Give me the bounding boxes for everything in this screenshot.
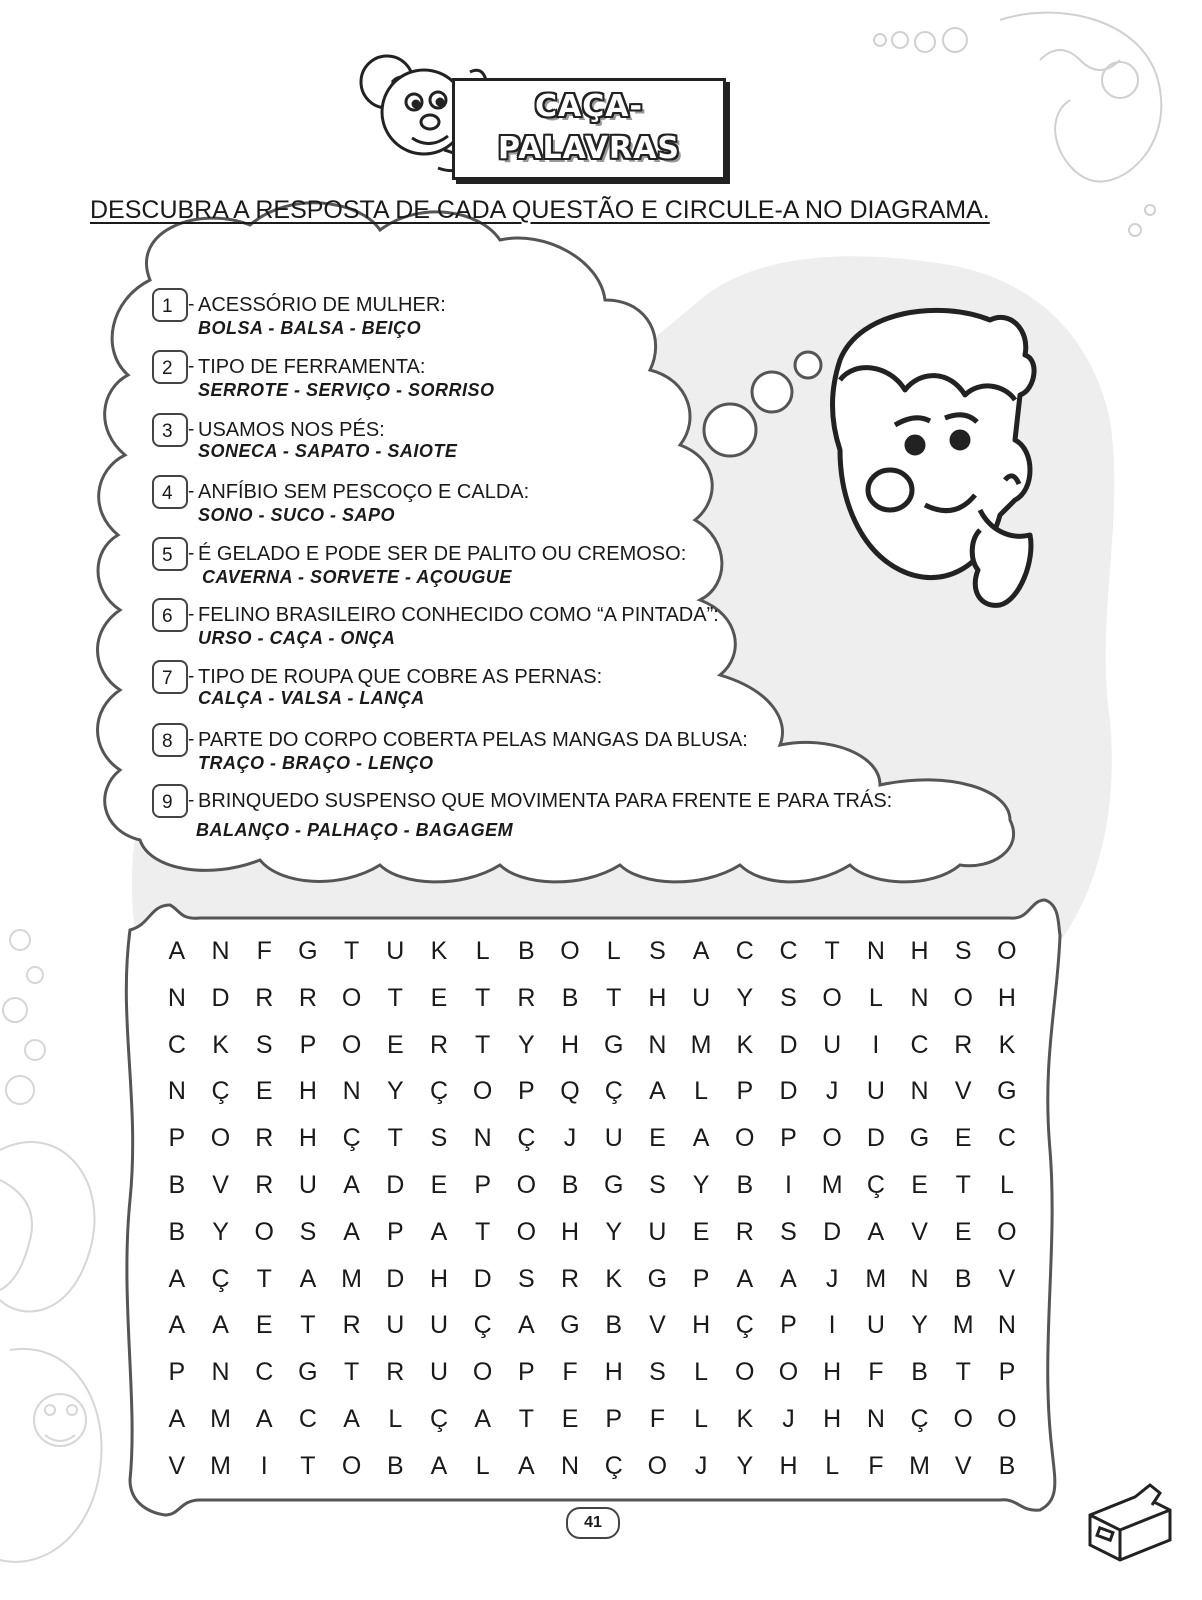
grid-letter[interactable]: P (998, 1358, 1016, 1387)
grid-letter[interactable]: E (954, 1217, 972, 1246)
grid-letter[interactable]: M (909, 1451, 930, 1480)
title-line-2: PALAVRAS (498, 131, 680, 166)
grid-letter[interactable]: A (168, 937, 186, 965)
grid-letter[interactable]: E (911, 1170, 928, 1199)
grid-letter[interactable]: I (784, 1170, 792, 1199)
grid-letter[interactable]: Ç (604, 1077, 623, 1106)
grid-letter[interactable]: D (823, 1217, 842, 1246)
grid-letter[interactable]: A (736, 1264, 754, 1293)
grid-letter[interactable]: K (212, 1030, 229, 1059)
grid-letter[interactable]: O (822, 983, 842, 1012)
question-options: BALANÇO - PALHAÇO - BAGAGEM (196, 820, 514, 840)
grid-letter[interactable]: T (300, 1451, 316, 1480)
grid-letter[interactable]: R (255, 983, 274, 1012)
grid-letter[interactable]: Ç (866, 1170, 885, 1199)
grid-letter[interactable]: G (647, 1264, 668, 1293)
grid-letter[interactable]: F (562, 1358, 578, 1387)
grid-letter[interactable]: Ç (342, 1124, 361, 1153)
grid-letter[interactable]: D (211, 983, 230, 1012)
page-number: 41 (566, 1507, 620, 1539)
grid-letter[interactable]: N (211, 1358, 230, 1387)
grid-letter[interactable]: L (999, 1170, 1014, 1199)
grid-letter[interactable]: H (779, 1451, 798, 1480)
printer-stamp-icon (1080, 1475, 1180, 1565)
question-number: 2 (152, 350, 188, 384)
grid-letter[interactable]: F (256, 937, 272, 965)
grid-letter[interactable]: J (694, 1451, 708, 1480)
grid-letter[interactable]: H (561, 1217, 580, 1246)
grid-letter[interactable]: E (430, 1170, 448, 1199)
grid-letter[interactable]: U (823, 1030, 842, 1059)
grid-letter[interactable]: E (692, 1217, 710, 1246)
grid-letter[interactable]: T (343, 937, 360, 965)
grid-letter[interactable]: L (475, 1451, 490, 1480)
grid-letter[interactable]: S (649, 1358, 666, 1387)
grid-letter[interactable]: P (518, 1358, 535, 1387)
grid-letter[interactable]: R (298, 983, 317, 1012)
grid-letter[interactable]: M (952, 1311, 974, 1340)
grid-letter[interactable]: J (782, 1404, 795, 1433)
grid-letter[interactable]: B (168, 1217, 186, 1246)
grid-letter[interactable]: V (954, 1077, 972, 1106)
grid-letter[interactable]: O (254, 1217, 274, 1246)
grid-letter[interactable]: Y (736, 983, 754, 1012)
grid-letter[interactable]: N (167, 1077, 186, 1106)
grid-letter[interactable]: P (518, 1077, 535, 1106)
grid-letter[interactable]: M (865, 1264, 887, 1293)
grid-letter[interactable]: U (386, 937, 405, 965)
title-line-1: CAÇA- (535, 89, 643, 124)
grid-letter[interactable]: C (167, 1030, 186, 1059)
grid-letter[interactable]: S (518, 1264, 535, 1293)
grid-letter[interactable]: F (649, 1404, 666, 1433)
grid-letter[interactable]: I (828, 1311, 836, 1340)
grid-letter[interactable]: G (997, 1077, 1017, 1106)
question-dash: - (188, 356, 195, 377)
grid-letter[interactable]: T (300, 1311, 316, 1340)
grid-letter[interactable]: P (299, 1030, 317, 1059)
question-dash: - (188, 294, 195, 315)
grid-letter[interactable]: F (868, 1358, 884, 1387)
question-text: PARTE DO CORPO COBERTA PELAS MANGAS DA BLUSA: (198, 729, 748, 751)
grid-letter[interactable]: N (866, 937, 885, 965)
grid-letter[interactable]: K (998, 1030, 1016, 1059)
grid-letter[interactable]: R (255, 1124, 274, 1153)
grid-letter[interactable]: E (430, 983, 448, 1012)
question-text: É GELADO E PODE SER DE PALITO OU CREMOSO: (198, 543, 687, 565)
grid-letter[interactable]: A (430, 1451, 448, 1480)
grid-letter[interactable]: Y (736, 1451, 754, 1480)
grid-letter[interactable]: Ç (735, 1311, 754, 1340)
grid-letter[interactable]: P (386, 1217, 404, 1246)
question-dash: - (188, 790, 195, 811)
grid-letter[interactable]: H (298, 1077, 317, 1106)
grid-letter[interactable]: B (518, 937, 535, 965)
question-dash: - (188, 729, 195, 750)
question-dash: - (188, 419, 195, 440)
grid-letter[interactable]: C (735, 937, 754, 965)
grid-letter[interactable]: L (868, 983, 883, 1012)
question-options: CALÇA - VALSA - LANÇA (198, 688, 425, 708)
grid-letter[interactable]: K (605, 1264, 623, 1293)
grid-letter[interactable]: B (998, 1451, 1016, 1480)
grid-letter[interactable]: E (255, 1311, 273, 1340)
grid-letter[interactable]: C (779, 937, 798, 965)
grid-letter[interactable]: I (260, 1451, 268, 1480)
grid-letter[interactable]: U (692, 983, 711, 1012)
grid-letter[interactable]: U (386, 1311, 405, 1340)
grid-letter[interactable]: S (954, 937, 972, 965)
grid-letter[interactable]: P (168, 1358, 186, 1387)
grid-letter[interactable]: G (603, 1030, 624, 1059)
grid-letter[interactable]: A (343, 1217, 360, 1246)
grid-letter[interactable]: D (473, 1264, 492, 1293)
grid-letter[interactable]: H (823, 1358, 842, 1387)
grid-letter[interactable]: S (780, 983, 797, 1012)
question-number: 3 (152, 413, 188, 447)
question-number: 4 (152, 475, 188, 509)
grid-letter[interactable]: O (560, 937, 580, 965)
grid-letter[interactable]: E (255, 1077, 273, 1106)
grid-letter[interactable]: M (821, 1170, 843, 1199)
grid-letter[interactable]: N (910, 1264, 929, 1293)
grid-letter[interactable]: V (212, 1170, 229, 1199)
grid-letter[interactable]: E (386, 1030, 404, 1059)
grid-letter[interactable]: J (563, 1124, 577, 1153)
grid-letter[interactable]: C (910, 1030, 929, 1059)
grid-letter[interactable]: T (518, 1404, 534, 1433)
grid-letter[interactable]: A (867, 1217, 885, 1246)
grid-letter[interactable]: P (736, 1077, 754, 1106)
grid-letter[interactable]: Y (911, 1311, 928, 1340)
grid-letter[interactable]: N (561, 1451, 580, 1480)
question-text: FELINO BRASILEIRO CONHECIDO COMO “A PINTADA”: (198, 604, 719, 626)
grid-letter[interactable]: H (910, 937, 929, 965)
grid-letter[interactable]: Ç (429, 1404, 448, 1433)
grid-letter[interactable]: S (780, 1217, 797, 1246)
grid-letter[interactable]: D (866, 1124, 885, 1153)
grid-letter[interactable]: O (341, 1030, 362, 1059)
grid-letter[interactable]: R (954, 1030, 973, 1059)
grid-letter[interactable]: T (256, 1264, 272, 1293)
grid-letter[interactable]: I (872, 1030, 880, 1059)
question-number: 7 (152, 660, 188, 694)
grid-letter[interactable]: D (779, 1030, 798, 1059)
grid-letter[interactable]: U (648, 1217, 667, 1246)
grid-letter[interactable]: O (997, 937, 1017, 965)
question-text: ANFÍBIO SEM PESCOÇO E CALDA: (198, 481, 530, 503)
question-dash: - (188, 543, 195, 564)
question-options: SERROTE - SERVIÇO - SORRISO (198, 380, 495, 400)
grid-letter[interactable]: D (779, 1077, 798, 1106)
grid-letter[interactable]: L (694, 1404, 709, 1433)
question-options: URSO - CAÇA - ONÇA (198, 628, 396, 648)
grid-letter[interactable]: B (954, 1264, 972, 1293)
grid-letter[interactable]: T (955, 1170, 971, 1199)
grid-letter[interactable]: A (343, 1170, 360, 1199)
grid-letter[interactable]: H (997, 983, 1016, 1012)
grid-letter[interactable]: A (168, 1264, 186, 1293)
grid-letter[interactable]: M (210, 1404, 231, 1433)
grid-letter[interactable]: N (342, 1077, 361, 1106)
grid-letter[interactable]: N (473, 1124, 492, 1153)
grid-letter[interactable]: Ç (604, 1451, 623, 1480)
grid-letter[interactable]: T (475, 1030, 491, 1059)
grid-letter[interactable]: V (649, 1311, 666, 1340)
grid-letter[interactable]: U (298, 1170, 317, 1199)
grid-letter[interactable]: O (953, 1404, 973, 1433)
grid-letter[interactable]: S (430, 1124, 448, 1153)
question-number: 9 (152, 784, 188, 818)
thinking-boy-icon (820, 300, 1060, 620)
grid-letter[interactable]: L (475, 937, 490, 965)
grid-letter[interactable]: O (735, 1358, 755, 1387)
grid-letter[interactable]: D (386, 1170, 405, 1199)
grid-letter[interactable]: L (694, 1077, 709, 1106)
grid-letter[interactable]: Q (560, 1077, 580, 1106)
grid-letter[interactable]: P (780, 1124, 797, 1153)
grid-letter[interactable]: P (780, 1311, 797, 1340)
grid-letter[interactable]: G (560, 1311, 580, 1340)
grid-letter[interactable]: U (866, 1311, 885, 1340)
grid-letter[interactable]: T (387, 983, 403, 1012)
grid-letter[interactable]: T (343, 1358, 360, 1387)
grid-letter[interactable]: A (474, 1404, 491, 1433)
question-number: 1 (152, 288, 188, 322)
question-options: BOLSA - BALSA - BEIÇO (198, 318, 422, 338)
grid-letter[interactable]: T (955, 1358, 971, 1387)
grid-letter[interactable]: Ç (910, 1404, 929, 1433)
title-box (452, 78, 726, 180)
grid-letter[interactable]: H (561, 1030, 580, 1059)
grid-letter[interactable]: V (911, 1217, 928, 1246)
question-number: 8 (152, 723, 188, 757)
grid-letter[interactable]: P (605, 1404, 623, 1433)
grid-letter[interactable]: N (997, 1311, 1016, 1340)
grid-letter[interactable]: C (255, 1358, 274, 1387)
grid-letter[interactable]: N (910, 1077, 929, 1106)
grid-letter[interactable]: L (825, 1451, 840, 1480)
grid-letter[interactable]: U (866, 1077, 885, 1106)
grid-letter[interactable]: V (168, 1451, 186, 1480)
grid-letter[interactable]: A (299, 1264, 317, 1293)
grid-letter[interactable]: T (475, 983, 491, 1012)
grid-letter[interactable]: E (561, 1404, 579, 1433)
grid-letter[interactable]: Ç (211, 1077, 230, 1106)
grid-letter[interactable]: L (694, 1358, 709, 1387)
grid-letter[interactable]: A (255, 1404, 273, 1433)
grid-letter[interactable]: M (210, 1451, 231, 1480)
grid-letter[interactable]: H (604, 1358, 623, 1387)
grid-letter[interactable]: H (692, 1311, 711, 1340)
grid-letter[interactable]: O (472, 1077, 493, 1106)
grid-letter[interactable]: O (516, 1217, 537, 1246)
grid-letter[interactable]: A (780, 1264, 797, 1293)
grid-letter[interactable]: O (341, 1451, 362, 1480)
question-number: 5 (152, 537, 188, 571)
grid-letter[interactable]: O (997, 1404, 1017, 1433)
grid-letter[interactable]: N (910, 983, 929, 1012)
grid-letter[interactable]: E (649, 1124, 666, 1153)
grid-letter[interactable]: C (298, 1404, 317, 1433)
grid-letter[interactable]: K (430, 937, 448, 965)
grid-letter[interactable]: T (824, 937, 840, 965)
question-options: CAVERNA - SORVETE - AÇOUGUE (202, 567, 512, 587)
grid-letter[interactable]: P (168, 1124, 186, 1153)
question-text: USAMOS NOS PÉS: (198, 419, 385, 441)
question-text: ACESSÓRIO DE MULHER: (198, 294, 446, 316)
grid-letter[interactable]: P (474, 1170, 491, 1199)
grid-letter[interactable]: C (997, 1124, 1016, 1153)
grid-letter[interactable]: R (386, 1358, 405, 1387)
grid-letter[interactable]: H (648, 983, 667, 1012)
grid-letter[interactable]: A (212, 1311, 229, 1340)
grid-letter[interactable]: Ç (473, 1311, 492, 1340)
question-text: BRINQUEDO SUSPENSO QUE MOVIMENTA PARA FRENTE E PARA TRÁS: (198, 790, 893, 812)
grid-letter[interactable]: O (953, 983, 973, 1012)
grid-letter[interactable]: Y (692, 1170, 710, 1199)
grid-letter[interactable]: R (342, 1311, 361, 1340)
question-options: SONECA - SAPATO - SAIOTE (198, 441, 458, 461)
grid-letter[interactable]: Ç (517, 1124, 536, 1153)
grid-letter[interactable]: O (778, 1358, 799, 1387)
grid-letter[interactable]: Y (518, 1030, 535, 1059)
question-dash: - (188, 481, 195, 502)
grid-letter[interactable]: R (517, 983, 536, 1012)
grid-letter[interactable]: N (648, 1030, 667, 1059)
grid-letter[interactable]: U (429, 1358, 448, 1387)
grid-letter[interactable]: L (606, 937, 621, 965)
grid-letter[interactable]: O (341, 983, 362, 1012)
grid-letter[interactable]: B (561, 983, 579, 1012)
grid-letter[interactable]: M (341, 1264, 362, 1293)
grid-letter[interactable]: G (298, 1358, 318, 1387)
grid-letter[interactable]: Y (386, 1077, 404, 1106)
grid-letter[interactable]: H (823, 1404, 842, 1433)
grid-letter[interactable]: A (518, 1311, 535, 1340)
grid-letter[interactable]: S (649, 1170, 666, 1199)
grid-letter[interactable]: Y (212, 1217, 229, 1246)
grid-letter[interactable]: O (210, 1124, 231, 1153)
word-search-grid (155, 928, 1025, 1490)
grid-letter[interactable]: N (167, 983, 186, 1012)
grid-letter[interactable]: T (606, 983, 622, 1012)
grid-letter[interactable]: Ç (429, 1077, 448, 1106)
grid-letter[interactable]: G (909, 1124, 930, 1153)
grid-letter[interactable]: N (866, 1404, 885, 1433)
instruction: DESCUBRA A RESPOSTA DE CADA QUESTÃO E CIRCULE-A NO DIAGRAMA. (90, 196, 990, 224)
grid-letter[interactable]: R (735, 1217, 754, 1246)
grid-letter[interactable]: O (735, 1124, 755, 1153)
grid-letter[interactable]: A (692, 1124, 710, 1153)
grid-letter[interactable]: L (388, 1404, 403, 1433)
grid-letter[interactable]: P (692, 1264, 710, 1293)
grid-letter[interactable]: K (736, 1030, 754, 1059)
grid-letter[interactable]: S (255, 1030, 273, 1059)
grid-letter[interactable]: T (475, 1217, 491, 1246)
grid-letter[interactable]: B (168, 1170, 186, 1199)
grid-letter[interactable]: G (298, 937, 318, 965)
grid-letter[interactable]: O (472, 1358, 493, 1387)
question-text: TIPO DE FERRAMENTA: (198, 356, 426, 378)
grid-letter[interactable]: R (429, 1030, 448, 1059)
grid-letter[interactable]: B (605, 1311, 623, 1340)
grid-letter[interactable]: Ç (211, 1264, 230, 1293)
question-text: TIPO DE ROUPA QUE COBRE AS PERNAS: (198, 666, 603, 688)
question-number: 6 (152, 598, 188, 632)
grid-letter[interactable]: B (736, 1170, 754, 1199)
grid-letter[interactable]: V (998, 1264, 1016, 1293)
grid-letter[interactable]: J (825, 1077, 839, 1106)
question-dash: - (188, 604, 195, 625)
grid-letter[interactable]: O (647, 1451, 668, 1480)
grid-letter[interactable]: O (516, 1170, 537, 1199)
grid-letter[interactable]: O (997, 1217, 1017, 1246)
grid-letter[interactable]: E (954, 1124, 972, 1153)
grid-letter[interactable]: Y (605, 1217, 623, 1246)
grid-letter[interactable]: A (168, 1404, 186, 1433)
grid-letter[interactable]: R (561, 1264, 580, 1293)
grid-letter[interactable]: U (429, 1311, 448, 1340)
grid-letter[interactable]: O (822, 1124, 842, 1153)
question-dash: - (188, 666, 195, 687)
grid-letter[interactable]: V (954, 1451, 972, 1480)
grid-letter[interactable]: F (868, 1451, 884, 1480)
grid-letter[interactable]: S (649, 937, 666, 965)
grid-letter[interactable]: D (386, 1264, 405, 1293)
grid-letter[interactable]: N (211, 937, 230, 965)
grid-letter[interactable]: A (518, 1451, 535, 1480)
grid-letter[interactable]: B (561, 1170, 579, 1199)
grid-letter[interactable]: R (255, 1170, 274, 1199)
grid-letter[interactable]: B (911, 1358, 928, 1387)
grid-letter[interactable]: J (825, 1264, 839, 1293)
grid-letter[interactable]: A (343, 1404, 360, 1433)
grid-letter[interactable]: H (429, 1264, 448, 1293)
grid-letter[interactable]: M (690, 1030, 712, 1059)
grid-letter[interactable]: S (299, 1217, 317, 1246)
grid-letter[interactable]: A (649, 1077, 666, 1106)
grid-letter[interactable]: G (603, 1170, 624, 1199)
question-options: SONO - SUCO - SAPO (198, 505, 396, 525)
grid-letter[interactable]: B (386, 1451, 404, 1480)
grid-letter[interactable]: A (168, 1311, 186, 1340)
grid-letter[interactable]: K (736, 1404, 754, 1433)
grid-letter[interactable]: H (298, 1124, 317, 1153)
grid-letter[interactable]: A (692, 937, 710, 965)
grid-letter[interactable]: U (604, 1124, 623, 1153)
question-options: TRAÇO - BRAÇO - LENÇO (198, 753, 434, 773)
grid-letter[interactable]: T (387, 1124, 403, 1153)
grid-letter[interactable]: A (430, 1217, 448, 1246)
